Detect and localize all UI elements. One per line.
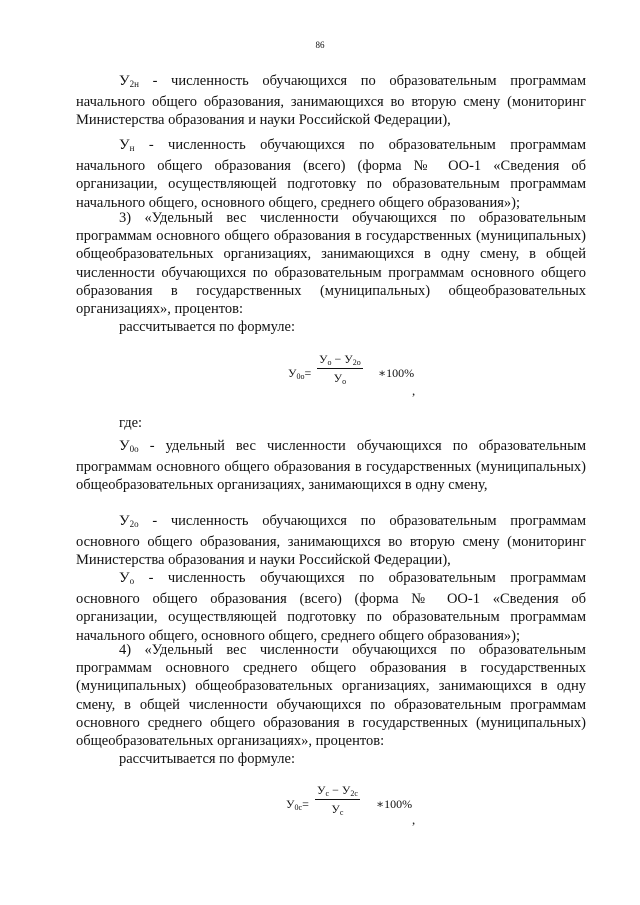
fraction-denominator: $У_о$ [333, 371, 347, 386]
fraction-denominator: $У_с$ [331, 802, 344, 817]
fraction-numerator: $У_с - У_{2с}$ [317, 783, 358, 798]
formula-multiplier: ∗100% [376, 797, 413, 811]
symbol: $У_{2н}$ [119, 73, 139, 89]
formula-1-comma: , [412, 383, 416, 398]
symbol: $У_{2о}$ [119, 513, 139, 529]
formula-intro-2: рассчитывается по формуле: [119, 751, 295, 767]
formula-2-comma: , [412, 812, 416, 827]
formula-fraction [317, 352, 363, 386]
definition-uo: $У_о$ - численность обучающихся по образовательным программам основного общего образования (всего) (форма № ОО-1 «Сведения об организации, осуществляющей подготовку по образовательным программам начального общего, основного общего, среднего общего образования»); [76, 570, 586, 644]
definition-u2o: $У_{2о}$ - численность обучающихся по образовательным программам основного общего образования, занимающихся во вторую смену (мониторинг Министерства образования и науки Российской Федерации), [76, 513, 586, 569]
item-3-paragraph: 3) «Удельный вес численности обучающихся по образовательным программам основного общего образования в государственных (муниципальных) общеобразовательных организациях, занимающихся в одну смену, в общей численности обучающихся по образовательным программам основного общего образования в государственных (муниципальных) общеобразовательных организациях», процентов: [76, 210, 586, 318]
symbol: $У_{0о}$ [119, 438, 139, 454]
formula-2 [286, 783, 446, 823]
fraction-numerator: $У_о - У_{2о}$ [319, 352, 361, 367]
definition-un: $У_н$ - численность обучающихся по образовательным программам начального общего образования (всего) (форма № ОО-1 «Сведения об организации, осуществляющей подготовку по образовательным программам начального общего, основного общего, среднего общего образования»); [76, 137, 586, 211]
formula-intro-1: рассчитывается по формуле: [119, 319, 295, 335]
definition-u0o: $У_{0о}$ - удельный вес численности обучающихся по образовательным программам основного общего образования в государственных (муниципальных) общеобразовательных организациях, занимающихся в одну смену, [76, 438, 586, 494]
symbol: $У_о$ [119, 570, 135, 586]
symbol: $У_н$ [119, 137, 135, 153]
page-number: 86 [315, 40, 325, 50]
definition-u2n: $У_{2н}$ - численность обучающихся по образовательным программам начального общего образования, занимающихся во вторую смену (мониторинг Министерства образования и науки Российской Федерации), [76, 73, 586, 129]
formula-1 [288, 352, 448, 392]
formula-multiplier: ∗100% [378, 366, 415, 380]
formula-lhs: $У_{0о}=$ [288, 366, 312, 381]
fraction-bar [317, 368, 363, 369]
formula-lhs: $У_{0с}=$ [286, 797, 309, 812]
item-4-paragraph: 4) «Удельный вес численности обучающихся по образовательным программам основного среднего общего образования в государственных (муниципальных) общеобразовательных организациях, занимающихся в одну смену, в общей численности обучающихся по образовательным программам основного среднего общего образования в государственных (муниципальных) общеобразовательных организациях», процентов: [76, 642, 586, 750]
fraction-bar [315, 799, 360, 800]
where-label: где: [119, 415, 143, 431]
formula-fraction [315, 783, 360, 817]
